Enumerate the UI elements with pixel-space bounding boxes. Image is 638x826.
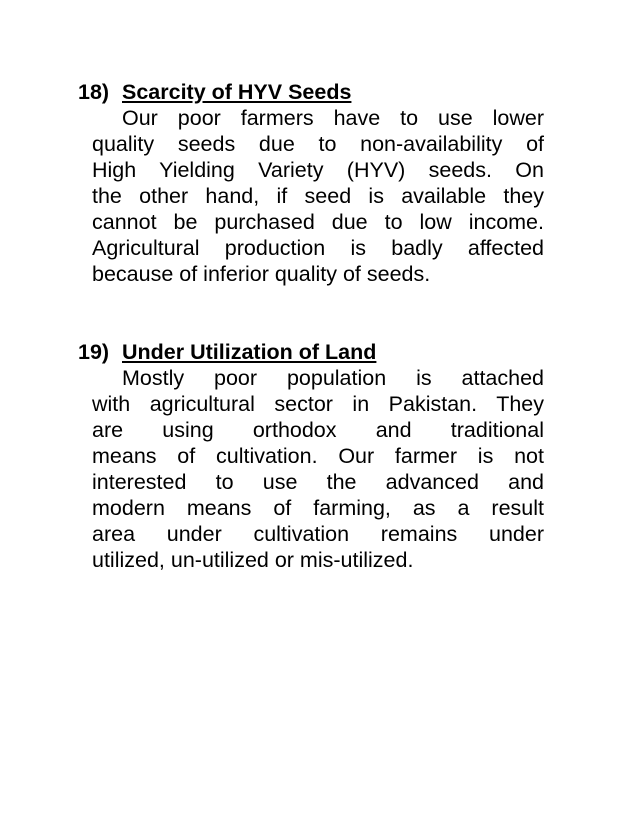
section-title: Scarcity of HYV Seeds — [122, 80, 352, 104]
section-number: 19) — [78, 340, 110, 364]
paragraph-line: means of cultivation. Our farmer is not — [92, 444, 544, 468]
paragraph-line: quality seeds due to non-availability of — [92, 132, 544, 156]
section-under-utilization-of-land — [78, 339, 556, 573]
paragraph-line: with agricultural sector in Pakistan. They — [92, 392, 544, 416]
paragraph-line: Mostly poor population is attached — [122, 366, 544, 390]
paragraph-line: Our poor farmers have to use lower — [122, 106, 544, 130]
section-heading — [78, 339, 556, 365]
paragraph-line: High Yielding Variety (HYV) seeds. On — [92, 158, 544, 182]
paragraph-line: Agricultural production is badly affected — [92, 236, 544, 260]
paragraph-line: utilized, un-utilized or mis-utilized. — [92, 548, 414, 572]
section-scarcity-of-hyv-seeds — [78, 79, 556, 287]
paragraph-line: because of inferior quality of seeds. — [92, 262, 431, 286]
section-number: 18) — [78, 80, 110, 104]
paragraph-line: cannot be purchased due to low income. — [92, 210, 544, 234]
paragraph-line: are using orthodox and traditional — [92, 418, 544, 442]
section-title: Under Utilization of Land — [122, 340, 377, 364]
paragraph-line: interested to use the advanced and — [92, 470, 544, 494]
paragraph-line: modern means of farming, as a result — [92, 496, 544, 520]
paragraph-line: the other hand, if seed is available they — [92, 184, 544, 208]
paragraph-line: area under cultivation remains under — [92, 522, 544, 546]
section-heading — [78, 79, 556, 105]
